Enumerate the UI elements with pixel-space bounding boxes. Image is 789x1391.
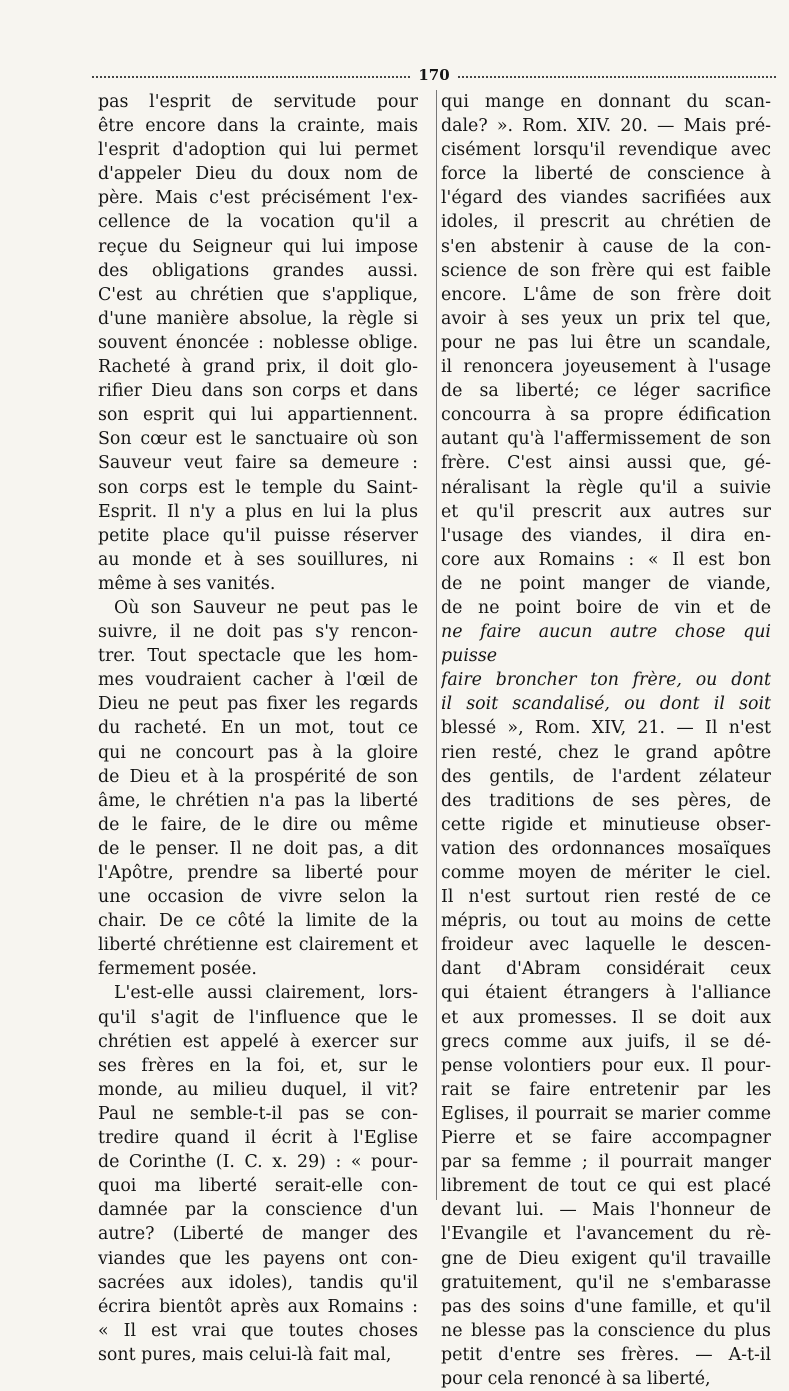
text-line: viandes que les payens ont con- [98, 1248, 418, 1269]
text-line: petit d'entre ses frères. — A-t-il [441, 1344, 771, 1365]
text-line: grecs comme aux juifs, il se dé- [441, 1031, 771, 1052]
text-line: d'appeler Dieu du doux nom de [98, 164, 418, 185]
text-line: ses frères en la foi, et, sur le [98, 1055, 418, 1076]
text-line: L'est-elle aussi clairement, lors- [114, 983, 418, 1004]
text-line: dale? ». Rom. XIV. 20. — Mais pré- [441, 116, 771, 137]
text-line: néralisant la règle qu'il a suivie [441, 477, 771, 498]
header-rule-left [92, 76, 410, 78]
text-line: reçue du Seigneur qui lui impose [98, 236, 418, 257]
text-line: de Corinthe (I. C. x. 29) : « pour- [98, 1152, 418, 1173]
text-line: concourra à sa propre édification [441, 405, 771, 426]
text-line: qu'il s'agit de l'influence que le [98, 1007, 418, 1028]
text-line: de le faire, de le dire ou même [98, 814, 418, 835]
text-line: Son cœur est le sanctuaire où son [98, 429, 418, 450]
text-line: de le penser. Il ne doit pas, a dit [98, 838, 418, 859]
text-line: rait se faire entretenir par les [441, 1079, 771, 1100]
text-line: fermement posée. [98, 959, 257, 980]
text-line: blessé », Rom. XIV, 21. — Il n'est [441, 718, 771, 739]
text-line: du racheté. En un mot, tout ce [98, 718, 418, 739]
text-line: monde, au milieu duquel, il vit? [98, 1079, 418, 1100]
text-line: écrira bientôt après aux Romains : [98, 1296, 418, 1317]
text-line: tredire quand il écrit à l'Eglise [98, 1128, 418, 1149]
text-line: pour ne pas lui être un scandale, [441, 332, 771, 353]
header-rule-right [458, 76, 776, 78]
text-line: cette rigide et minutieuse obser- [441, 814, 771, 835]
text-line: chair. De ce côté la limite de la [98, 911, 418, 932]
text-line: autant qu'à l'affermissement de son [441, 429, 771, 450]
right-column [436, 90, 771, 1389]
text-line: trer. Tout spectacle que les hom- [98, 646, 418, 667]
text-line: il soit scandalisé, ou dont il soit [441, 694, 771, 715]
text-line: comme moyen de mériter le ciel. [441, 863, 771, 883]
left-column [98, 90, 418, 1367]
text-line: âme, le chrétien n'a pas la liberté [98, 790, 418, 811]
text-line: l'Evangile et l'avancement du rè- [441, 1224, 771, 1245]
text-line: C'est au chrétien que s'applique, [98, 284, 418, 305]
text-line: faire broncher ton frère, ou dont [441, 670, 771, 691]
text-line: damnée par la conscience d'un [98, 1200, 418, 1221]
text-line: devant lui. — Mais l'honneur de [441, 1200, 771, 1221]
text-line: petite place qu'il puisse réserver [98, 525, 418, 546]
text-line: Où son Sauveur ne peut pas le [114, 597, 418, 618]
text-line: rien resté, chez le grand apôtre [441, 742, 771, 763]
text-line: frère. C'est ainsi aussi que, gé- [441, 453, 771, 474]
text-line: gratuitement, qu'il ne s'embarasse [441, 1272, 771, 1293]
text-line: l'Apôtre, prendre sa liberté pour [98, 863, 418, 883]
text-line: gne de Dieu exigent qu'il travaille [441, 1248, 771, 1269]
text-line: sacrées aux idoles), tandis qu'il [98, 1272, 418, 1293]
text-line: mes voudraient cacher à l'œil de [98, 670, 418, 691]
text-line: mépris, ou tout au moins de cette [441, 911, 771, 932]
text-line: l'usage des viandes, il dira en- [441, 525, 771, 546]
text-line: dant d'Abram considérait ceux [441, 959, 771, 980]
text-line: et aux promesses. Il se doit aux [441, 1007, 771, 1028]
text-line: l'esprit d'adoption qui lui permet [98, 140, 418, 161]
text-line: pas des soins d'une famille, et qu'il [441, 1296, 771, 1317]
text-line: avoir à ses yeux un prix tel que, [441, 308, 771, 329]
text-line: core aux Romains : « Il est bon [441, 549, 771, 570]
text-line: Paul ne semble-t-il pas se con- [98, 1103, 418, 1124]
text-line: suivre, il ne doit pas s'y rencon- [98, 622, 418, 643]
text-line: qui ne concourt pas à la gloire [98, 742, 418, 763]
text-line: et qu'il prescrit aux autres sur [441, 501, 771, 522]
text-line: science de son frère qui est faible [441, 260, 771, 281]
text-line: qui étaient étrangers à l'alliance [441, 983, 771, 1004]
text-line: son corps est le temple du Saint- [98, 477, 418, 498]
text-line: de ne point manger de viande, [441, 573, 771, 594]
text-line: être encore dans la crainte, mais [98, 116, 418, 137]
text-line: pour cela renoncé à sa liberté, [441, 1368, 711, 1389]
text-line: de ne point boire de vin et de [441, 597, 771, 618]
text-line: encore. L'âme de son frère doit [441, 284, 771, 305]
text-line: ne faire aucun autre chose qui puisse [441, 622, 771, 667]
text-line: idoles, il prescrit au chrétien de [441, 212, 771, 233]
text-line: Pierre et se faire accompagner [441, 1128, 771, 1149]
text-line: vation des ordonnances mosaïques [441, 838, 771, 859]
text-line: souvent énoncée : noblesse oblige. [98, 332, 418, 353]
text-line: pense volontiers pour eux. Il pour- [441, 1055, 771, 1076]
text-line: cisément lorsqu'il revendique avec [441, 140, 771, 161]
text-line: rifier Dieu dans son corps et dans [98, 381, 418, 402]
text-line: même à ses vanités. [98, 573, 276, 594]
text-line: autre? (Liberté de manger des [98, 1224, 418, 1245]
text-line: il renoncera joyeusement à l'usage [441, 357, 771, 378]
page-header [92, 66, 776, 86]
text-line: Sauveur veut faire sa demeure : [98, 453, 418, 474]
text-line: d'une manière absolue, la règle si [98, 308, 418, 329]
text-line: Il n'est surtout rien resté de ce [441, 887, 771, 908]
text-line: l'égard des viandes sacrifiées aux [441, 188, 771, 209]
text-line: froideur avec laquelle le descen- [441, 935, 771, 956]
text-line: Racheté à grand prix, il doit glo- [98, 357, 418, 378]
text-line: librement de tout ce qui est placé [441, 1176, 771, 1197]
text-line: de Dieu et à la prospérité de son [98, 766, 418, 787]
text-line: des traditions de ses pères, de [441, 790, 771, 811]
text-line: pas l'esprit de servitude pour [98, 92, 418, 112]
text-line: au monde et à ses souillures, ni [98, 549, 418, 570]
text-line: son esprit qui lui appartiennent. [98, 405, 418, 426]
text-line: des gentils, de l'ardent zélateur [441, 766, 771, 787]
text-line: cellence de la vocation qu'il a [98, 212, 418, 233]
text-line: Dieu ne peut pas fixer les regards [98, 694, 418, 715]
text-line: Esprit. Il n'y a plus en lui la plus [98, 501, 418, 522]
text-line: s'en abstenir à cause de la con- [441, 236, 771, 257]
page-number: 170 [418, 66, 450, 84]
text-line: quoi ma liberté serait-elle con- [98, 1176, 418, 1197]
text-line: une occasion de vivre selon la [98, 887, 418, 908]
text-line: force la liberté de conscience à [441, 164, 771, 185]
text-line: liberté chrétienne est clairement et [98, 935, 418, 956]
text-line: « Il est vrai que toutes choses [98, 1320, 418, 1341]
text-line: par sa femme ; il pourrait manger [441, 1152, 771, 1173]
text-line: Eglises, il pourrait se marier comme [441, 1103, 771, 1124]
text-line: qui mange en donnant du scan- [441, 92, 771, 112]
text-line: père. Mais c'est précisément l'ex- [98, 188, 418, 209]
text-line: sont pures, mais celui-là fait mal, [98, 1344, 392, 1365]
text-line: ne blesse pas la conscience du plus [441, 1320, 771, 1341]
text-line: des obligations grandes aussi. [98, 260, 418, 281]
text-line: chrétien est appelé à exercer sur [98, 1031, 418, 1052]
text-line: de sa liberté; ce léger sacrifice [441, 381, 771, 402]
